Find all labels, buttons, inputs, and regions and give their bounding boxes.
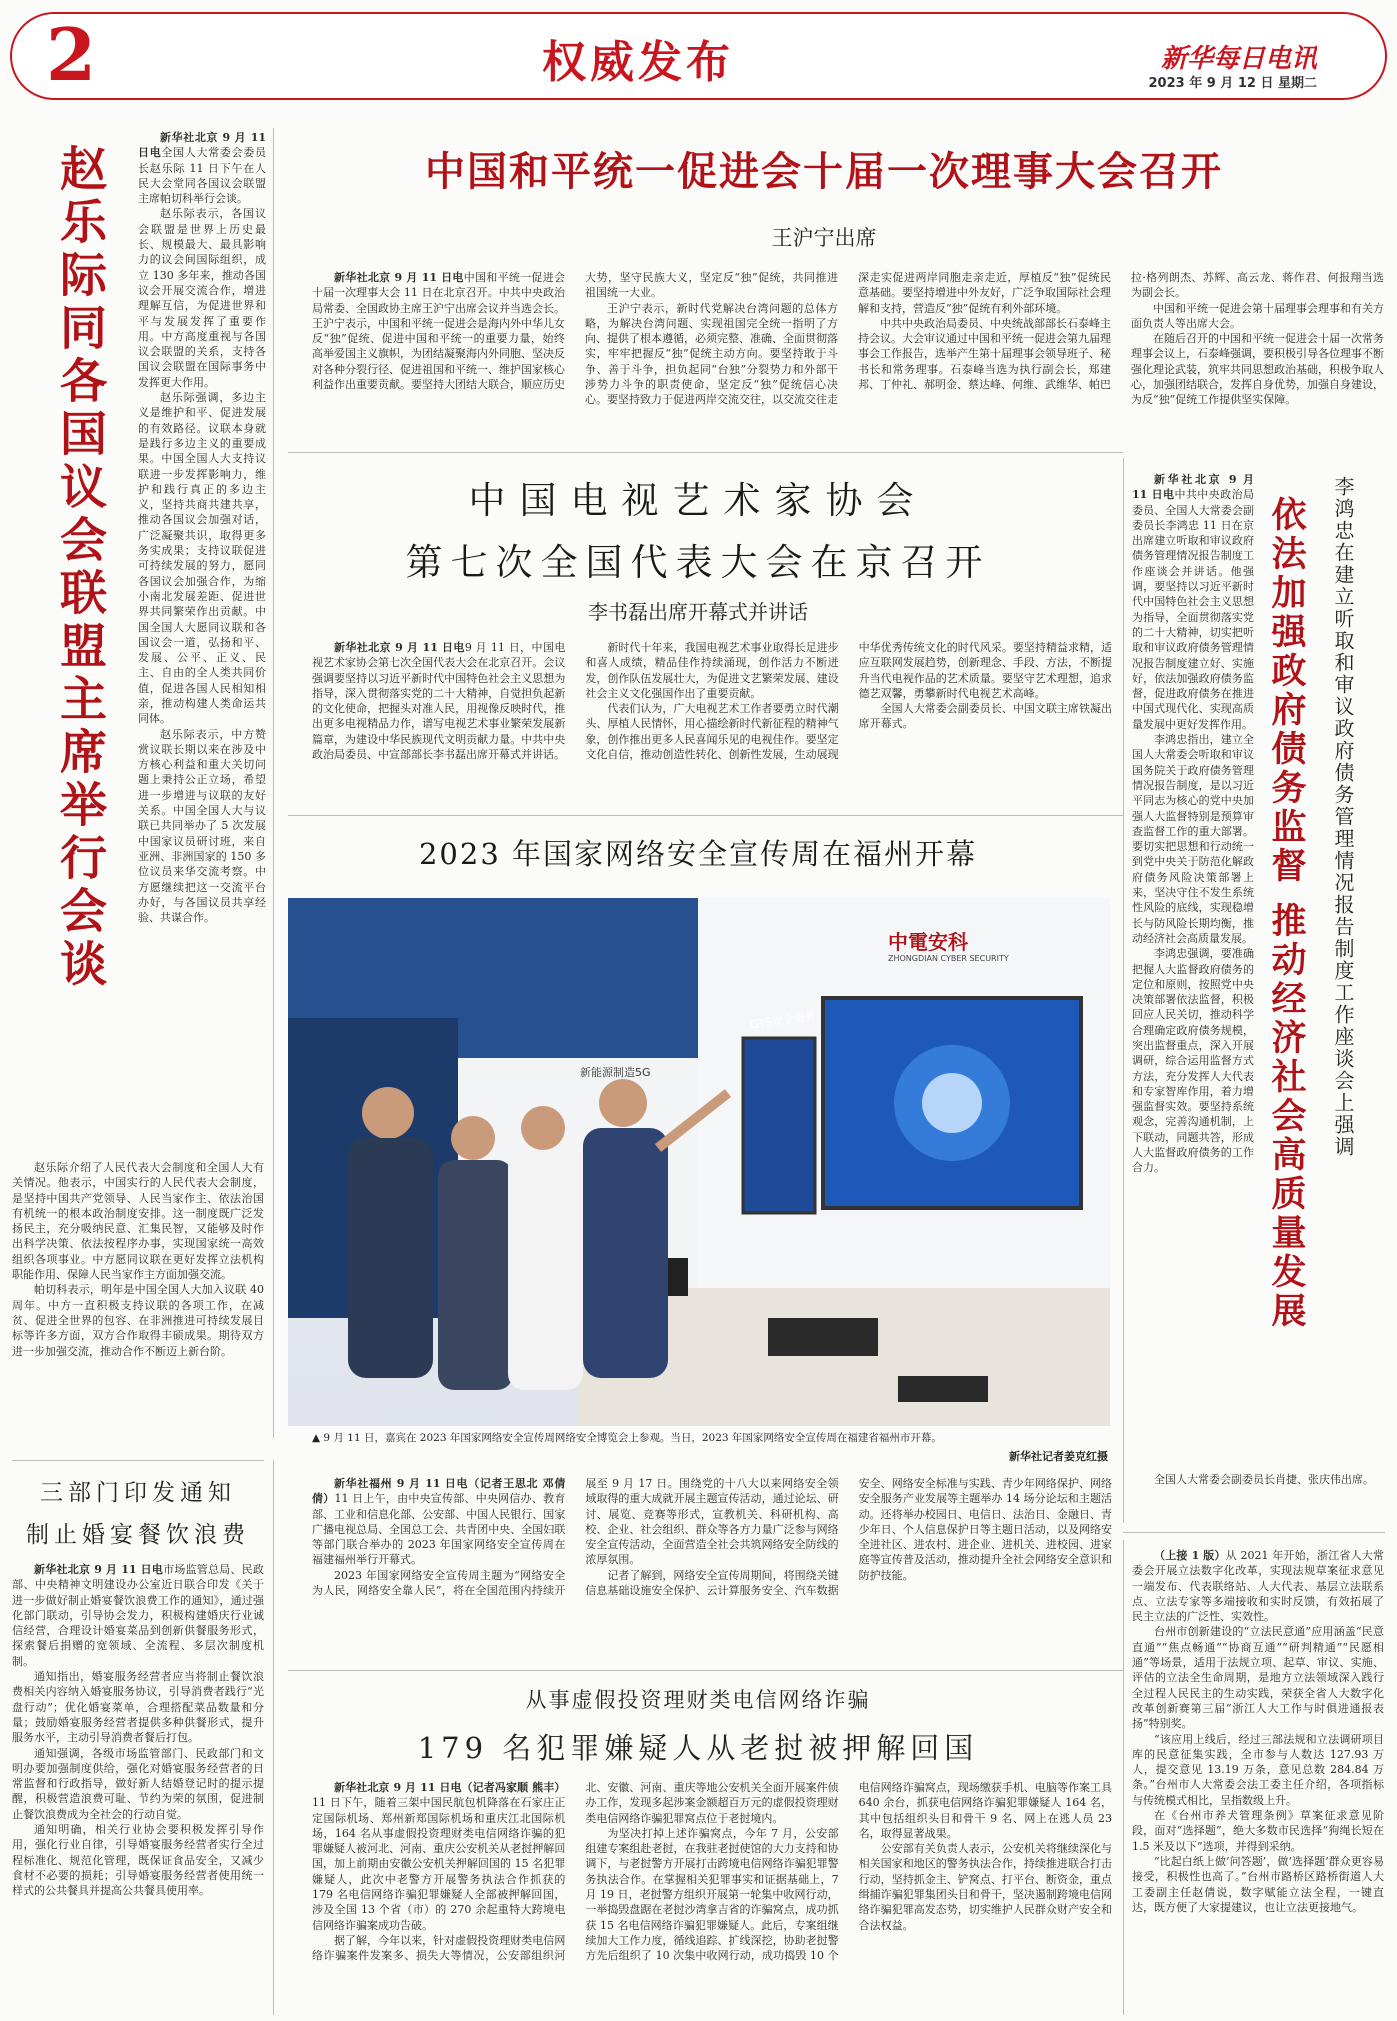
masthead — [10, 12, 1387, 100]
booth-brand-sign: 中電安科 — [888, 930, 968, 954]
section-rule — [12, 1460, 264, 1461]
zhejiang-paragraph: 在《台州市养犬管理条例》草案征求意见阶段，面对“选择题”，绝大多数市民选择“狗绳长短在 1.5 米及以下”选项，并得到采纳。 — [1132, 1809, 1384, 1853]
li-paragraph: 李鸿忠强调，要准确把握人大监督政府债务的定位和原则，按照党中央决策部署依法监督，积极回应人民关切，推动科学合理确定政府债务规模，突出监督重点，深入开展调研，综合运用监督方式方法，充分发挥人大代表和专家智库作用，着力增强监督实效。要坚持系统观念，完善沟通机制，上下联动，同题共答，形成人大监督政府债务的工作合力。 — [1132, 947, 1254, 1175]
zhejiang-paragraph: 台州市创新建设的“立法民意通”应用涵盖“民意直通”“焦点畅通”“协商互通”“研判精通”“民愿相通”等场景，适用于法规立项、起草、审议、实施、评估的立法全生命周期，是地方立法领域深入践行全过程人民民主的生动实践，荣获全省人大数字化改革创新赛第三届“浙江人大工作与时俱进通报表扬”特别奖。 — [1132, 1625, 1384, 1731]
zhejiang-paragraph: “比起白纸上做‘问答题’，做‘选择题’群众更容易接受，积极性也高了。”台州市路桥区路桥街道人大工委副主任赵倩说，数字赋能立法全程，一键直达，既方便了大家提建议，也让立法更接地气。 — [1132, 1854, 1384, 1914]
column-rule — [1123, 1540, 1124, 2015]
wedding-paragraph: 通知强调，各级市场监管部门、民政部门和文明办要加强制度供给，强化对婚宴服务经营者的日常监督和行政指导，做好新人结婚登记时的提示提醒，积极营造浪费可耻、节约为荣的氛围，促进制止餐饮浪费成为全社会的行动自觉。 — [12, 1746, 264, 1821]
section-rule — [288, 452, 1123, 453]
fraud-headline: 179 名犯罪嫌疑人从老挝被押解回国 — [417, 1731, 979, 1765]
wedding-paragraph: 市场监管总局、民政部、中央精神文明建设办公室近日联合印发《关于进一步做好制止婚宴餐饮浪费工作的通知》，通过强化部门联动，引导协会发力，积极构建婚庆行业诚信经营，合理设计婚宴菜品到创新供餐服务形式，探索餐后捐赠的宽领域、全流程、多层次制度机制。 — [12, 1563, 264, 1668]
zhao-body-bottom — [12, 1160, 264, 1435]
tv-paragraph: 9 月 11 日，中国电视艺术家协会第七次全国代表大会在北京召开。会议强调要坚持以习近平新时代中国特色社会主义思想为指导，深入贯彻落实党的二十大精神，自觉担负起新的文化使命，把握头对准人民，用视像反映时代，推出更多电视精品力作，谱写电视艺术事业繁荣发展新篇章，为建设中华民族现代文明贡献力量。中共中央政治局委员、中宣部部长李书磊出席开幕式并讲话。 — [312, 641, 566, 762]
column-rule — [273, 128, 274, 1438]
peace-paragraph: 在随后召开的中国和平统一促进会十届一次常务理事会议上，石泰峰强调，要积极引导各位理事不断强化理论武装，筑牢共同思想政治基础，积极争取人心，加强团结联合，发挥自身优势，加强自身建设，为反“独”促统工作提供坚实保障。 — [1131, 332, 1384, 407]
peace-dateline: 新华社北京 9 月 11 日电 — [334, 271, 464, 284]
expo-booth-photo — [288, 898, 1110, 1426]
brand-logo: 新华每日电讯 — [1160, 44, 1317, 74]
wedding-paragraph: 通知指出，婚宴服务经营者应当将制止餐饮浪费相关内容纳入婚宴服务协议，引导消费者践行“光盘行动”；优化婚宴菜单，合理搭配菜品数量和分量；鼓励婚宴服务经营者提供多种供餐形式，提升服务水平，主动引导消费者餐后打包。 — [12, 1670, 264, 1745]
cyber-paragraph: 2023 年国家网络安全宣传周主题为“网络安全为人民，网络安全靠人民”，将在全国范围内持续开展至 9 月 17 日。围绕党的十八大以来网络安全领域取得的重大成就开展主题宣传活动，通过论坛、研讨、展览、竞赛等形式，宣教机关、科研机构、高校、企业、社会组织、群众等各方力量广泛参与网络安全宣传活动，全面营造全社会共筑网络安全防线的浓厚氛围。 — [312, 1477, 839, 1598]
cyber-paragraph: 记者了解到，网络安全宣传周期间，将围绕关键信息基础设施安全保护、云计算服务安全、汽车数据安全、网络安全标准与实践、青少年网络保护、网络安全服务产业发展等主题举办 14 场分论坛和主题活动。还将举办校园日、电信日、法治日、金融日、青少年日、个人信息保护日等主题日活动，以及网络安全进社区、进农村、进企业、进机关、进校园、进家庭等宣传普及活动，推动提升全社会网络安全意识和防护技能。 — [585, 1477, 1112, 1598]
cyber-dateline: 新华社福州 9 月 11 日电（记者王思北 邓倩倩） — [312, 1477, 566, 1506]
peace-body — [312, 270, 1384, 442]
zhao-headline: 赵乐际同各国议会联盟主席举行会谈 — [52, 144, 107, 992]
cyber-headline: 2023 年国家网络安全宣传周在福州开幕 — [418, 837, 978, 871]
peace-subtitle: 王沪宁出席 — [771, 226, 877, 250]
peace-paragraph: 中共中央政治局委员、中央统战部部长石泰峰主持会议。大会审议通过中国和平统一促进会第九届理事会工作报告，选举产生第十届理事会领导班子、秘书长和常务理事。石泰峰当选为执行副会长，郑建邦、丁仲礼、郝明金、蔡达峰、何维、武维华、帕巴拉·格列朗杰、苏辉、高云龙、蒋作君、何报翔当选为副会长。 — [858, 271, 1384, 392]
section-rule — [288, 1670, 1123, 1671]
zhao-body-column — [138, 130, 266, 1160]
li-paragraph: 中共中央政治局委员、全国人大常委会副委员长李鸿忠 11 日在京出席建立听取和审议政府债务管理情况报告制度工作座谈会并讲话。他强调，要坚持以习近平新时代中国特色社会主义思想为指导，全面贯彻落实党的二十大精神，切实把听取和审议政府债务管理情况报告制度建立好、实施好，依法加强政府债务监督，促进政府债务在推进中国式现代化、实现高质量发展中更好发挥作用。 — [1132, 488, 1254, 731]
fraud-paragraph: 据了解，今年以来，针对虚假投资理财类电信网络诈骗案件发案多、损失大等情况，公安部组织河北、安徽、河南、重庆等地公安机关全面开展案件侦办工作，发现多起涉案金额超百万元的虚假投资理财类电信网络诈骗犯罪窝点位于老挝境内。 — [312, 1781, 839, 1963]
tv-dateline: 新华社北京 9 月 11 日电 — [334, 641, 465, 654]
li-headline: 依法加强政府债务监督 推动经济社会高质量发展 — [1266, 496, 1307, 1332]
zhejiang-paragraph: “该应用上线后，经过三部法规和立法调研项目库的民意征集实践，全市参与人数达 127.93 万人，提交意见 13.19 万条，意见总数 284.84 万条。”台州市人大常委会法工委主任介绍，各项指标与传统模式相比，呈指数级上升。 — [1132, 1732, 1384, 1807]
page-number: 2 — [46, 12, 97, 97]
screen-label: GTS安全服务 — [749, 1009, 817, 1032]
section-rule — [1123, 1532, 1385, 1533]
fraud-paragraph: 公安部有关负责人表示，公安机关将继续深化与相关国家和地区的警务执法合作，持续推进联合打击行动，坚持抓金主、铲窝点、打平台、断资金，重点缉捕诈骗犯罪集团头目和骨干，坚决遏制跨境电信网络诈骗犯罪高发态势，切实维护人民群众财产安全和合法权益。 — [858, 1842, 1112, 1932]
banner-text: 新能源制造5G — [580, 1066, 651, 1079]
fraud-body — [312, 1780, 1112, 2015]
zhao-paragraph: 全国人大常委会委员长赵乐际 11 日下午在人民大会堂同各国议会联盟主席帕切科举行会谈。 — [138, 146, 266, 206]
section-title: 权威发布 — [542, 37, 734, 88]
li-body-bottom — [1132, 1472, 1384, 1530]
tv-subtitle: 李书磊出席开幕式并讲话 — [588, 600, 808, 624]
zhejiang-body — [1132, 1548, 1384, 2016]
zhao-paragraph: 赵乐际表示，中方赞赏议联长期以来在涉及中方核心利益和重大关切问题上秉持公正立场，希望进一步增进与议联的友好关系。中国全国人大与议联已共同举办了 5 次发展中国家议员研讨班，来自亚洲、非洲国家的 150 多位议员来华交流考察。中方愿继续把这一交流平台办好，与各国议员共享经验、共谋合作。 — [138, 727, 266, 925]
li-paragraph: 全国人大常委会副委员长肖捷、张庆伟出席。 — [1154, 1473, 1374, 1486]
fraud-dateline: 新华社北京 9 月 11 日电（记者冯家顺 熊丰） — [334, 1781, 566, 1794]
tv-body — [312, 640, 1112, 800]
zhejiang-continued-mark: （上接 1 版） — [1154, 1549, 1226, 1562]
news-photo — [288, 898, 1110, 1426]
zhao-dateline: 新华社北京 9 月 11 日电 — [138, 131, 266, 160]
wedding-paragraph: 通知明确，相关行业协会要积极发挥引导作用，强化行业自律，引导婚宴服务经营者实行全过程标准化、规范化管理，既保证食品安全，又减少食材不必要的损耗；引导婚宴服务经营者使用统一样式的公共餐具并提高公共餐具使用率。 — [12, 1823, 264, 1898]
photo-caption: ▲ 9 月 11 日，嘉宾在 2023 年国家网络安全宣传周网络安全博览会上参观。当日，2023 年国家网络安全宣传周在福建省福州市开幕。 — [312, 1432, 942, 1444]
cyber-body — [312, 1476, 1112, 1666]
li-paragraph: 李鸿忠指出，建立全国人大常委会听取和审议国务院关于政府债务管理情况报告制度，是以习近平同志为核心的党中央加强人大监督特别是预算审查监督工作的重大部署。要切实把思想和行动统一到党中央关于防范化解政府债务风险决策部署上来，坚决守住不发生系统性风险的底线，实现稳增长与防风险长期均衡，推动经济社会高质量发展。 — [1132, 733, 1254, 945]
peace-headline: 中国和平统一促进会十届一次理事大会召开 — [425, 148, 1223, 195]
li-kicker: 李鸿忠在建立听取和审议政府债务管理情况报告制度工作座谈会上强调 — [1331, 476, 1355, 1158]
peace-paragraph: 王沪宁表示，新时代党解决台湾问题的总体方略，为解决台湾问题、实现祖国完全统一指明了方向、提供了根本遵循，必须完整、准确、全面贯彻落实，牢牢把握反“独”促统主动方向。要坚持敢于斗争、善于斗争，担负起同“台独”分裂势力和外部干涉势力斗争的职责使命，坚定反“独”促统信心决心。要坚持致力于促进两岸交流交往，以交流交往走深走实促进两岸同胞走亲走近，厚植反“独”促统民意基础。要坚持增进中外友好，广泛争取国际社会理解和支持，营造反“独”促统有利外部环境。 — [585, 271, 1111, 407]
column-rule — [1123, 458, 1124, 1523]
wedding-headline-line1: 三部门印发通知 — [40, 1480, 236, 1506]
wedding-headline-line2: 制止婚宴餐饮浪费 — [26, 1522, 250, 1548]
tv-headline-line1: 中国电视艺术家协会 — [468, 479, 928, 522]
peace-paragraph: 中国和平统一促进会十届一次理事大会 11 日在北京召开。中共中央政治局常委、全国政协主席王沪宁出席会议并当选会长。王沪宁表示，中国和平统一促进会是海内外中华儿女反“独”促统、促进中国和平统一的重要力量，始终高举爱国主义旗帜，为团结凝聚海内外同胞、坚决反对各种分裂行径、促进祖国和平统一、维护国家核心利益作出重要贡献。要坚持大团结大联合，顺应历史大势，坚守民族大义，坚定反“独”促统，共同推进祖国统一大业。 — [312, 271, 838, 392]
zhao-paragraph: 帕切科表示，明年是中国全国人大加入议联 40 周年。中方一直积极支持议联的各项工作，在减贫、促进全世界的包容、在非洲推进可持续发展目标等许多方面，双方合作取得丰硕成果。期待双方进一步加强交流，推动合作不断迈上新台阶。 — [12, 1283, 264, 1358]
section-rule — [288, 815, 1123, 816]
photo-credit: 新华社记者姜克红摄 — [1009, 1450, 1108, 1463]
zhejiang-paragraph: 从 2021 年开始，浙江省人大常委会开展立法数字化改革，实现法规草案征求意见一端发布、代表联络站、人大代表、基层立法联系点、立法专家等多端接收和实时反馈，有效拓展了民主立法的广泛性、实效性。 — [1132, 1549, 1384, 1624]
zhao-paragraph: 赵乐际表示，各国议会联盟是世界上历史最长、规模最大、最具影响力的议会间国际组织，成立 130 多年来，推动各国议会开展交流合作，增进理解互信，为促进世界和平与发展发挥了重要作用。中方高度重视与各国议会联盟的关系，支持各国议会联盟在国际事务中发挥更大作用。 — [138, 207, 266, 389]
peace-paragraph: 中国和平统一促进会第十届理事会理事和有关方面负责人等出席大会。 — [1131, 301, 1384, 330]
fraud-kicker: 从事虚假投资理财类电信网络诈骗 — [525, 1688, 871, 1712]
tv-paragraph: 新时代十年来，我国电视艺术事业取得长足进步和喜人成绩，精品佳作持续涌现，创作活力不断迸发，创作队伍发展壮大，为促进文艺繁荣发展、建设社会主义文化强国作出了重要贡献。 — [585, 641, 839, 700]
tv-paragraph: 代表们认为，广大电视艺术工作者要勇立时代潮头、厚植人民情怀，用心描绘新时代新征程的精神气象，创作推出更多人民喜闻乐见的电视佳作。要坚定文化自信，推动创造性转化、创新性发展，生动展现中华优秀传统文化的时代风采。要坚持精益求精，适应互联网发展趋势，创新理念、手段、方法，不断提升当代电视作品的艺术质量。要坚守艺术理想，追求德艺双馨，勇攀新时代电视艺术高峰。 — [585, 641, 1112, 762]
booth-brand-sign-en: ZHONGDIAN CYBER SECURITY — [888, 954, 1009, 963]
column-rule — [273, 1460, 274, 2015]
publication-date: 2023 年 9 月 12 日 星期二 — [1148, 76, 1317, 91]
zhao-paragraph: 赵乐际强调，多边主义是维护和平、促进发展的有效路径。议联本身就是践行多边主义的重要成果。中国全国人大支持议联进一步发挥影响力，维护和践行真正的多边主义，坚持共商共建共享，推动各国议会加强对话，广泛凝聚共识，取得更多务实成果；支持议联促进可持续发展的努力，愿同各国议会加强合作，为缩小南北发展差距、促进世界共同繁荣作出贡献。中国全国人大愿同议联和各国议会一道，弘扬和平、发展、公平、正义、民主、自由的全人类共同价值，促进各国人民相知相亲，推动构建人类命运共同体。 — [138, 391, 266, 726]
li-dateline: 新华社北京 9 月 11 日电 — [1132, 473, 1254, 502]
zhao-paragraph: 赵乐际介绍了人民代表大会制度和全国人大有关情况。他表示，中国实行的人民代表大会制度，是坚持中国共产党领导、人民当家作主、依法治国有机统一的根本政治制度安排。这一制度既广泛发扬民主，充分吸纳民意、汇集民智，又能够及时作出科学决策、依法按程序办事，实现国家统一高效组织各项事业。中方愿同议联在更好发挥立法机构职能作用、保障人民当家作主方面加强交流。 — [12, 1161, 264, 1282]
tv-paragraph: 全国人大常委会副委员长、中国文联主席铁凝出席开幕式。 — [858, 702, 1112, 731]
li-body-column — [1132, 472, 1254, 1472]
wedding-dateline: 新华社北京 9 月 11 日电 — [34, 1563, 164, 1576]
cyber-paragraph: 11 日上午，由中央宣传部、中央网信办、教育部、工业和信息化部、公安部、中国人民银行、国家广播电视总局、全国总工会、共青团中央、全国妇联等部门联合举办的 2023 年国家网络安全宣传周在福建福州举行开幕式。 — [312, 1492, 566, 1567]
tv-headline-line2: 第七次全国代表大会在京召开 — [405, 541, 991, 584]
wedding-body — [12, 1562, 264, 2012]
fraud-paragraph: 11 日下午，随着三架中国民航包机降落在石家庄正定国际机场、郑州新郑国际机场和重庆江北国际机场，164 名从事虚假投资理财类电信网络诈骗的犯罪嫌疑人被河北、河南、重庆公安机关从老挝押解回国，加上前期由安徽公安机关押解回国的 15 名犯罪嫌疑人，此次中老警方开展警务执法合作抓获的 179 名电信网络诈骗犯罪嫌疑人全部被押解回国，涉及全国 13 个省（市）的 270 余起重特大跨境电信网络诈骗案成功告破。 — [312, 1796, 566, 1932]
fraud-paragraph: 为坚决打掉上述诈骗窝点，今年 7 月，公安部组建专案组赴老挝，在我驻老挝使馆的大力支持和协调下，与老挝警方开展打击跨境电信网络诈骗犯罪警务执法合作。在掌握相关犯罪事实和证据基础上，7 月 19 日，老挝警方组织开展第一轮集中收网行动，一举捣毁盘踞在老挝沙湾拿吉省的诈骗窝点，成功抓获 15 名电信网络诈骗犯罪嫌疑人。此后，专案组继续加大工作力度，循线追踪、扩线深挖，协助老挝警方先后组织了 10 次集中收网行动，成功捣毁 10 个电信网络诈骗窝点，现场缴获手机、电脑等作案工具 640 余台，抓获电信网络诈骗犯罪嫌疑人 164 名，其中包括组织头目和骨干 9 名、网上在逃人员 23 名，取得显著战果。 — [585, 1781, 1112, 1963]
